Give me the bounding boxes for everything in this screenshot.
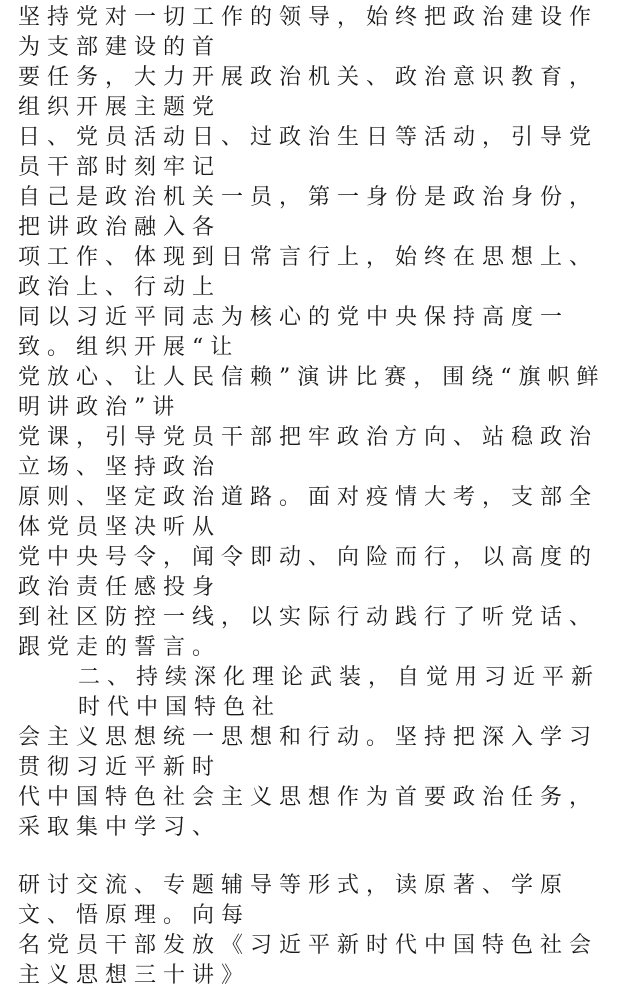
text-line: 党放心、让人民信赖”演讲比赛，围绕“旗帜鲜明讲政治”讲 — [18, 365, 606, 420]
text-line: 到社区防控一线，以实际行动践行了听党话、跟党走的誓言。 — [18, 605, 599, 660]
text-line: 同以习近平同志为核心的党中央保持高度一致。组织开展“让 — [18, 305, 570, 360]
text-line: 名党员干部发放《习近平新时代中国特色社会主义思想三十讲》 — [18, 933, 599, 988]
text-line: 会主义思想统一思想和行动。坚持把深入学习贯彻习近平新时 — [18, 725, 599, 780]
text-line: 党中央号令，闻令即动、向险而行，以高度的政治责任感投身 — [18, 545, 599, 600]
text-line: 项工作、体现到日常言行上，始终在思想上、政治上、行动上 — [18, 245, 599, 300]
text-line: 自己是政治机关一员，第一身份是政治身份，把讲政治融入各 — [18, 185, 599, 240]
text-line: 研讨交流、专题辅导等形式，读原著、学原文、悟原理。向每 — [18, 873, 570, 928]
text-line: 党课，引导党员干部把牢政治方向、站稳政治立场、坚持政治 — [18, 425, 599, 480]
text-line: 代中国特色社会主义思想作为首要政治任务，采取集中学习、 — [18, 785, 599, 840]
text-line: 要任务，大力开展政治机关、政治意识教育，组织开展主题党 — [18, 65, 599, 120]
text-line: 日、党员活动日、过政治生日等活动，引导党员干部时刻牢记 — [18, 125, 599, 180]
section-heading-line: 二、持续深化理论武装，自觉用习近平新时代中国特色社 — [78, 665, 601, 720]
text-line: 坚持党对一切工作的领导，始终把政治建设作为支部建设的首 — [18, 5, 599, 60]
text-line: 原则、坚定政治道路。面对疫情大考，支部全体党员坚决听从 — [18, 485, 599, 540]
